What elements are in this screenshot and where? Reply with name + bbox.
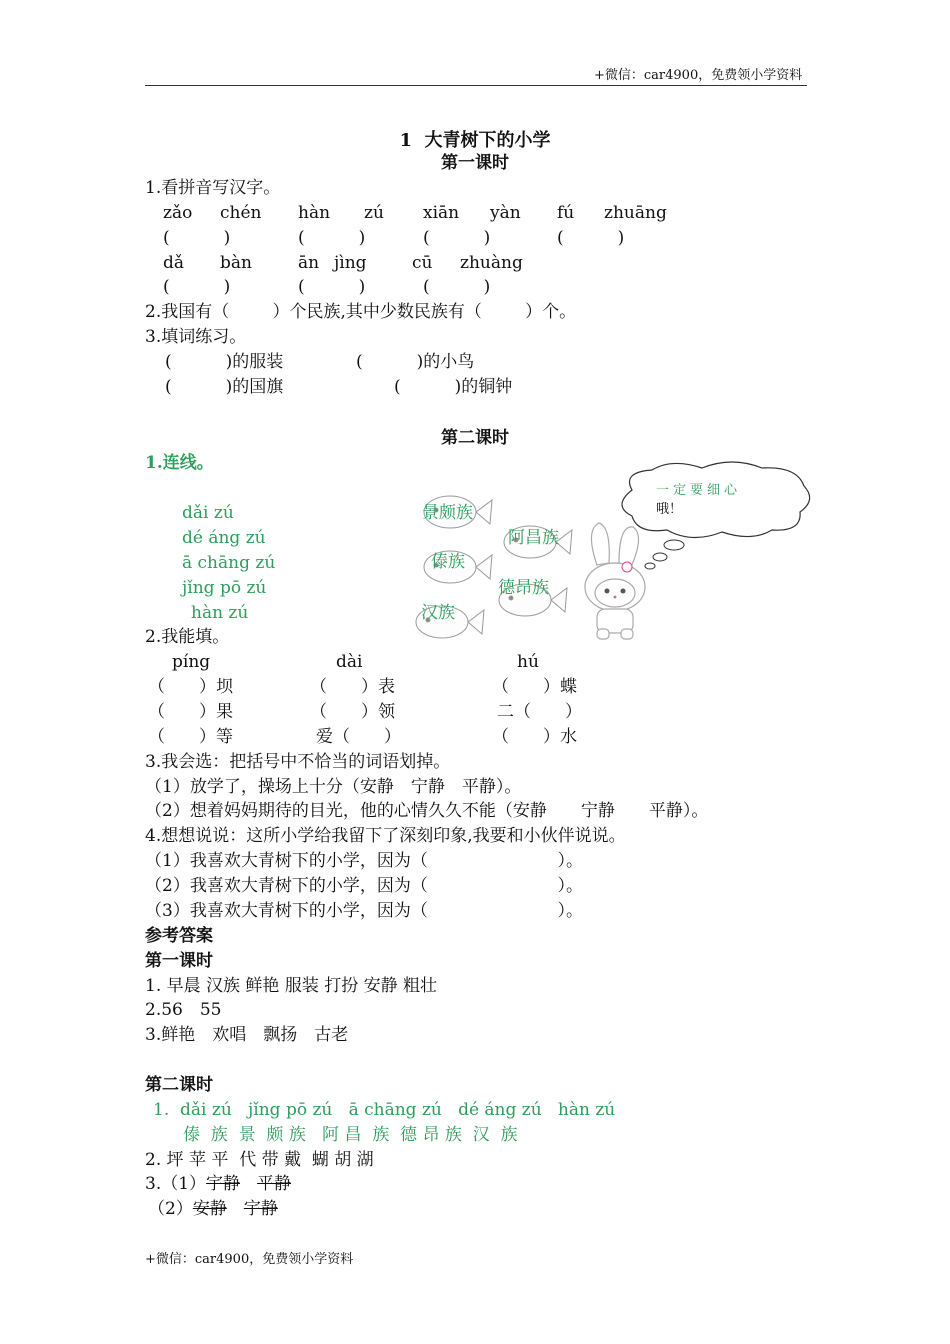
answer-blank[interactable]: ( ) [423,228,491,248]
l1-q3-c: ( )的国旗 [165,377,284,397]
pinyin: hú [517,652,539,672]
match-name[interactable]: 阿昌族 [508,528,559,548]
pinyin: dǎ [163,253,185,273]
answer-blank[interactable]: ( ) [163,277,231,297]
fill-item[interactable]: （ ）果 [148,702,233,722]
l1-q3-prompt: 3.填词练习。 [145,327,247,347]
pinyin: hàn [298,203,331,223]
l1-q3-b: ( )的小鸟 [356,352,475,372]
l2-q4-item: （1）我喜欢大青树下的小学，因为（ ）。 [145,851,584,871]
answer-blank[interactable]: ( ) [557,228,625,248]
match-pinyin[interactable]: dǎi zú [182,503,234,523]
l2-q1-prompt: 1.连线。 [145,453,214,473]
l2-q4-item: （2）我喜欢大青树下的小学，因为（ ）。 [145,876,584,896]
answer-line: 2.56 55 [145,1000,222,1020]
match-name[interactable]: 傣族 [431,552,465,572]
pinyin: yàn [490,203,521,223]
l2-q4-item: （3）我喜欢大青树下的小学，因为（ ）。 [145,901,584,921]
answer-line [148,1199,278,1219]
pinyin: zú [364,203,384,223]
match-pinyin[interactable]: dé áng zú [182,528,266,548]
pinyin: píng [172,652,211,672]
struck-word: 宇静 [243,1199,278,1219]
answers-l2-heading: 第二课时 [145,1075,213,1095]
answers-l1-heading: 第一课时 [145,951,213,971]
answers-heading: 参考答案 [145,926,213,946]
match-pinyin[interactable]: ā chāng zú [182,553,276,573]
fill-item[interactable]: （ ）坝 [148,677,233,697]
l2-q3-prompt: 3.我会选：把括号中不恰当的词语划掉。 [145,752,451,772]
fill-item[interactable]: （ ）等 [148,727,233,747]
pinyin: xiān [423,203,460,223]
fill-item[interactable]: （ ）蝶 [492,677,577,697]
l2-q4-prompt: 4.想想说说：这所小学给我留下了深刻印象,我要和小伙伴说说。 [145,826,626,846]
pinyin: zhuàng [460,253,523,273]
fill-item[interactable]: 二（ ） [497,702,582,722]
bubble-text-1: 一定要细心 [656,483,742,498]
fill-item[interactable]: （ ）领 [310,702,395,722]
pinyin: zǎo [163,203,193,223]
struck-word: 平静 [257,1174,292,1194]
l1-q3-a: ( )的服装 [165,352,284,372]
pinyin: chén [220,203,262,223]
pinyin: jìng [334,253,367,273]
pinyin: ān [298,253,320,273]
page-title: 1 大青树下的小学 [399,130,551,151]
fill-item[interactable]: 爱（ ） [316,727,401,747]
answer-prefix: 3.（1） [145,1174,207,1194]
lesson1-heading: 第一课时 [441,153,509,173]
l2-q2-prompt: 2.我能填。 [145,627,230,647]
match-pinyin[interactable]: jǐng pō zú [182,578,267,598]
l1-q2: 2.我国有（ ）个民族,其中少数民族有（ ）个。 [145,302,577,322]
pinyin: zhuāng [604,203,667,223]
fill-item[interactable]: （ ）水 [492,727,577,747]
l2-q3-a: （1）放学了，操场上十分（安静 宁静 平静）。 [145,777,522,797]
answer-line: 2. 坪 苹 平 代 带 戴 蝴 胡 湖 [145,1150,374,1170]
struck-word: 安静 [192,1199,227,1219]
answer-blank[interactable]: ( ) [163,228,231,248]
struck-word: 宇静 [206,1174,241,1194]
answer-blank[interactable]: ( ) [298,228,366,248]
footer-note: +微信：car4900，免费领小学资料 [145,1252,354,1267]
pinyin: fú [557,203,575,223]
answer-prefix: （2） [148,1199,193,1219]
bubble-text-2: 哦！ [656,502,683,517]
answer-blank[interactable]: ( ) [423,277,491,297]
match-name[interactable]: 景颇族 [422,503,473,523]
l2-q3-b: （2）想着妈妈期待的目光，他的心情久久不能（安静 宁静 平静）。 [145,801,709,821]
answer-line: 3.鲜艳 欢唱 飘扬 古老 [145,1025,349,1045]
match-pinyin[interactable]: hàn zú [191,603,249,623]
match-name[interactable]: 汉族 [421,603,455,623]
answer-blank[interactable]: ( ) [298,277,366,297]
l1-q3-d: ( )的铜钟 [394,377,513,397]
answer-line: 1. 早晨 汉族 鲜艳 服装 打扮 安静 粗壮 [145,976,438,996]
pinyin: bàn [220,253,252,273]
header-rule [145,85,807,86]
fill-item[interactable]: （ ）表 [310,677,395,697]
match-name[interactable]: 德昂族 [498,578,549,598]
pinyin: dài [336,652,363,672]
pinyin: cū [412,253,433,273]
answer-line: 1. dǎi zú jǐng pō zú ā chāng zú dé áng zú hàn zú [153,1100,616,1120]
l1-q1-prompt: 1.看拼音写汉字。 [145,178,281,198]
lesson2-heading: 第二课时 [441,428,509,448]
header-note: +微信：car4900，免费领小学资料 [594,68,803,83]
cartoon-bunny-illustration [575,515,655,645]
answer-line: 傣 族 景 颇 族 阿 昌 族 德 昂 族 汉 族 [183,1125,518,1145]
answer-line [145,1174,291,1194]
